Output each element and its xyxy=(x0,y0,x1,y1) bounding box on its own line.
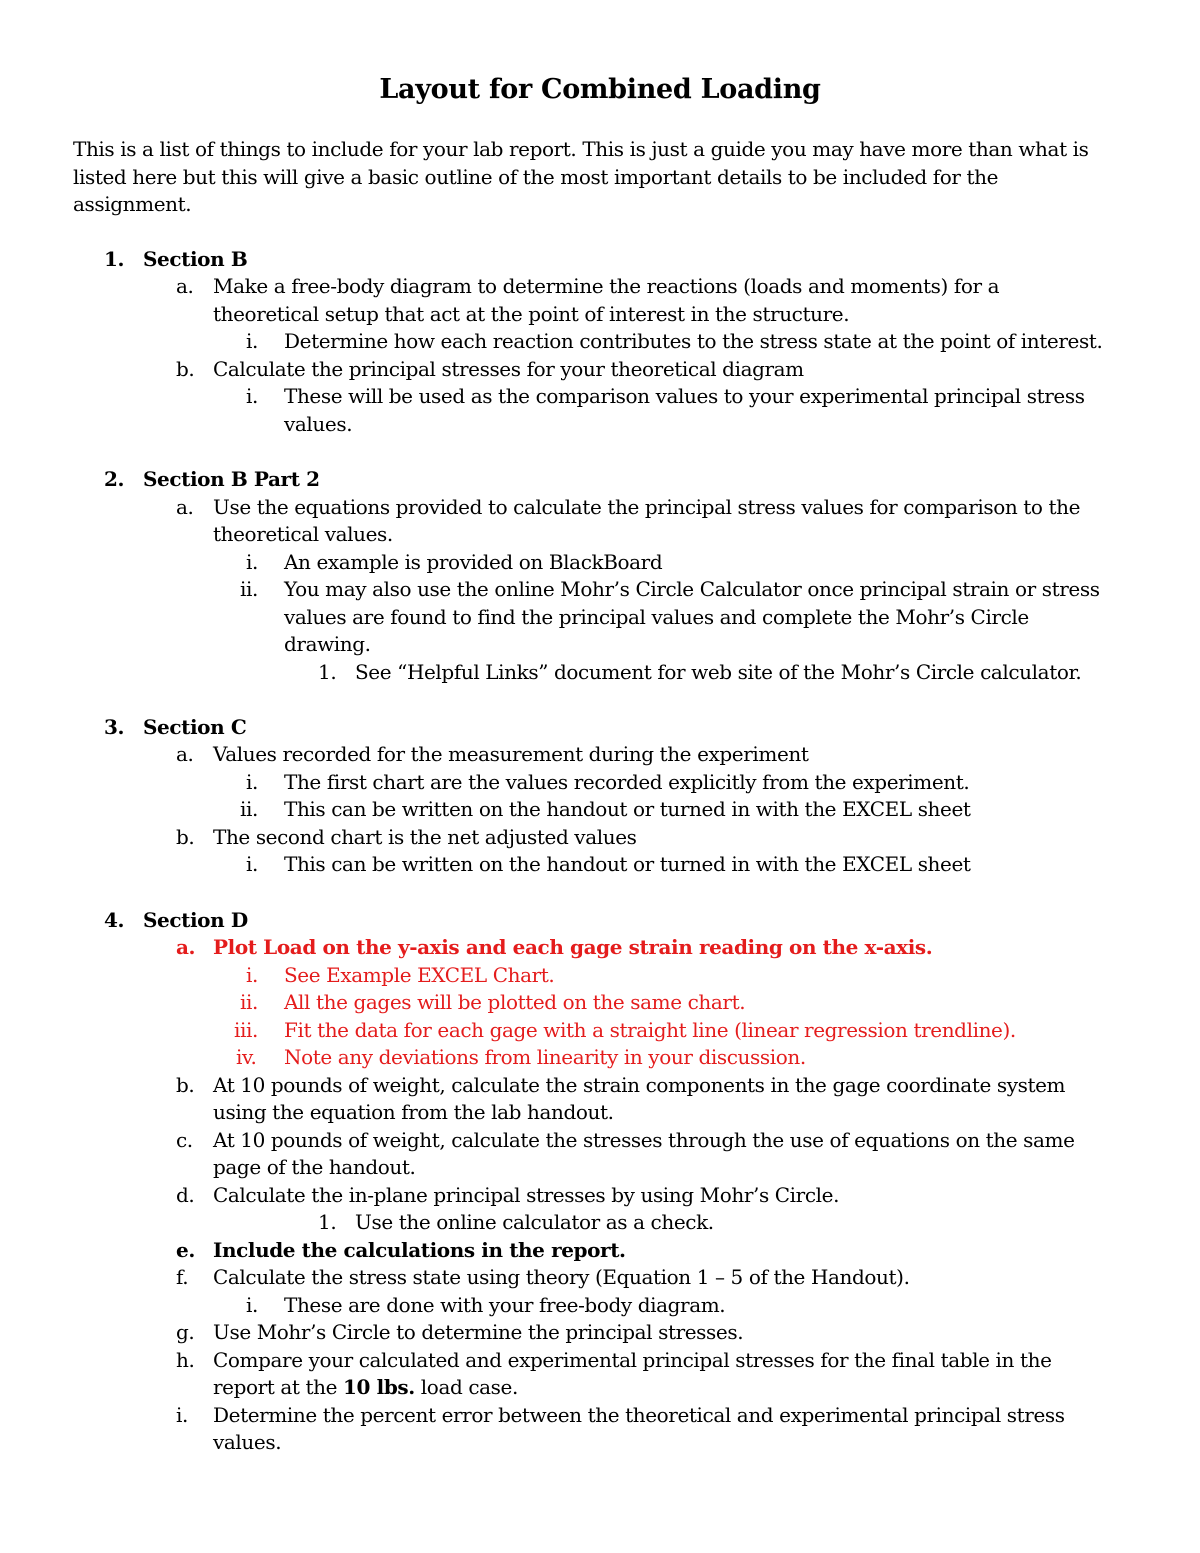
list-item-text xyxy=(213,1374,518,1402)
outline-line xyxy=(0,1402,1200,1430)
list-item-text: Calculate the stress state using theory (Equation 1 – 5 of the Handout). xyxy=(213,1265,910,1289)
outline-line xyxy=(0,1347,1200,1375)
list-marker: b. xyxy=(176,825,195,849)
list-marker: b. xyxy=(176,1073,195,1097)
list-marker: iii. xyxy=(234,1018,258,1042)
list-marker: ii. xyxy=(240,577,258,601)
outline-line xyxy=(0,1209,1200,1237)
outline-line xyxy=(0,246,1200,274)
list-marker: d. xyxy=(176,1183,195,1207)
list-item-text: See “Helpful Links” document for web site of the Mohr’s Circle calculator. xyxy=(355,660,1082,684)
list-marker: f. xyxy=(176,1265,189,1289)
intro-line: listed here but this will give a basic outline of the most important details to be included for the xyxy=(73,164,999,189)
outline-line xyxy=(0,576,1200,604)
list-item-text: Section C xyxy=(143,715,247,739)
list-marker: ii. xyxy=(240,990,258,1014)
list-marker: e. xyxy=(176,1238,195,1262)
list-item-text: An example is provided on BlackBoard xyxy=(284,550,663,574)
intro-line: This is a list of things to include for your lab report. This is just a guide you may have more than what is xyxy=(73,137,1089,161)
list-item-text-lead: report at the xyxy=(213,1375,344,1399)
list-item-text: At 10 pounds of weight, calculate the strain components in the gage coordinate system xyxy=(213,1073,1066,1097)
list-item-text: Section D xyxy=(143,908,248,932)
list-marker: i. xyxy=(246,329,258,353)
outline-line xyxy=(0,411,1200,439)
outline-line xyxy=(0,1072,1200,1100)
list-item-text: This can be written on the handout or turned in with the EXCEL sheet xyxy=(284,797,971,821)
outline-line xyxy=(0,659,1200,687)
outline-line xyxy=(0,1429,1200,1457)
outline-line xyxy=(0,494,1200,522)
outline-line xyxy=(0,1127,1200,1155)
outline-line xyxy=(0,1374,1200,1402)
outline-line xyxy=(0,1044,1200,1072)
list-marker: ii. xyxy=(240,797,258,821)
outline-line xyxy=(0,769,1200,797)
list-item-text: values. xyxy=(213,1430,282,1454)
list-marker: 1. xyxy=(318,1210,337,1234)
outline-line xyxy=(0,1292,1200,1320)
list-item-text: Plot Load on the y-axis and each gage strain reading on the x-axis. xyxy=(213,935,933,959)
intro-line: assignment. xyxy=(73,192,192,216)
list-item-text: This can be written on the handout or turned in with the EXCEL sheet xyxy=(284,852,971,876)
list-item-text: All the gages will be plotted on the same chart. xyxy=(284,990,746,1014)
list-marker: 3. xyxy=(104,715,125,739)
outline-line xyxy=(0,356,1200,384)
list-item-text: Values recorded for the measurement during the experiment xyxy=(213,742,809,766)
outline-line xyxy=(0,741,1200,769)
document-title: Layout for Combined Loading xyxy=(379,74,821,105)
outline-line xyxy=(0,1154,1200,1182)
list-item-text: Use the online calculator as a check. xyxy=(355,1210,714,1234)
outline-line xyxy=(0,824,1200,852)
list-marker: h. xyxy=(176,1348,195,1372)
outline-line xyxy=(0,383,1200,411)
list-item-text: These will be used as the comparison values to your experimental principal stress xyxy=(284,384,1085,408)
list-marker: i. xyxy=(176,1403,188,1427)
outline-line xyxy=(0,1319,1200,1347)
list-item-text: using the equation from the lab handout. xyxy=(213,1100,614,1124)
outline-line xyxy=(0,1017,1200,1045)
list-item-text: Section B xyxy=(143,247,248,271)
list-marker: a. xyxy=(176,495,194,519)
list-item-text: values are found to find the principal values and complete the Mohr’s Circle xyxy=(284,605,1029,629)
outline-line xyxy=(0,1237,1200,1265)
list-marker: i. xyxy=(246,852,258,876)
list-marker: i. xyxy=(246,963,258,987)
list-item-text: Note any deviations from linearity in your discussion. xyxy=(284,1045,806,1069)
outline-line xyxy=(0,604,1200,632)
list-item-text: At 10 pounds of weight, calculate the stresses through the use of equations on the same xyxy=(213,1128,1075,1152)
list-item-text: You may also use the online Mohr’s Circle Calculator once principal strain or stress xyxy=(284,577,1100,601)
outline-line xyxy=(0,714,1200,742)
outline-line xyxy=(0,934,1200,962)
list-item-text: Calculate the in-plane principal stresses by using Mohr’s Circle. xyxy=(213,1183,840,1207)
list-marker: i. xyxy=(246,550,258,574)
list-marker: i. xyxy=(246,384,258,408)
list-item-text: The second chart is the net adjusted values xyxy=(213,825,637,849)
list-marker: a. xyxy=(176,935,196,959)
outline-line xyxy=(0,1182,1200,1210)
list-marker: g. xyxy=(176,1320,195,1344)
outline-line xyxy=(0,989,1200,1017)
list-item-text: Determine how each reaction contributes to the stress state at the point of interest. xyxy=(284,329,1103,353)
list-marker: 1. xyxy=(104,247,125,271)
outline-line xyxy=(0,466,1200,494)
list-item-text: See Example EXCEL Chart. xyxy=(284,963,555,987)
outline-line xyxy=(0,328,1200,356)
list-item-text: theoretical setup that act at the point of interest in the structure. xyxy=(213,302,850,326)
outline-line xyxy=(0,962,1200,990)
list-item-text: Include the calculations in the report. xyxy=(213,1238,626,1262)
list-marker: c. xyxy=(176,1128,193,1152)
list-item-text: Use Mohr’s Circle to determine the principal stresses. xyxy=(213,1320,744,1344)
outline-line xyxy=(0,549,1200,577)
list-item-text: Determine the percent error between the theoretical and experimental principal stress xyxy=(213,1403,1065,1427)
list-marker: 2. xyxy=(104,467,125,491)
outline-line xyxy=(0,631,1200,659)
outline-line xyxy=(0,273,1200,301)
list-item-text: Compare your calculated and experimental principal stresses for the final table in the xyxy=(213,1348,1052,1372)
list-marker: 4. xyxy=(104,908,125,932)
list-marker: i. xyxy=(246,1293,258,1317)
outline-line xyxy=(0,1099,1200,1127)
list-marker: i. xyxy=(246,770,258,794)
outline-line xyxy=(0,851,1200,879)
list-marker: iv. xyxy=(236,1045,257,1069)
list-marker: b. xyxy=(176,357,195,381)
outline-line xyxy=(0,301,1200,329)
list-item-text: Section B Part 2 xyxy=(143,467,320,491)
list-item-text: page of the handout. xyxy=(213,1155,416,1179)
outline-line xyxy=(0,907,1200,935)
list-item-text: The first chart are the values recorded explicitly from the experiment. xyxy=(284,770,970,794)
outline-line xyxy=(0,1264,1200,1292)
list-marker: a. xyxy=(176,274,194,298)
list-item-text: values. xyxy=(284,412,353,436)
list-item-text: drawing. xyxy=(284,632,371,656)
list-item-text: Fit the data for each gage with a straight line (linear regression trendline). xyxy=(284,1018,1016,1042)
list-marker: a. xyxy=(176,742,194,766)
bold-load-case: 10 lbs. xyxy=(343,1375,415,1399)
list-item-text: Calculate the principal stresses for your theoretical diagram xyxy=(213,357,804,381)
list-item-text: Use the equations provided to calculate the principal stress values for comparison to the xyxy=(213,495,1081,519)
list-item-text-tail: load case. xyxy=(414,1375,518,1399)
list-item-text: theoretical values. xyxy=(213,522,393,546)
list-item-text: These are done with your free-body diagram. xyxy=(284,1293,726,1317)
outline-line xyxy=(0,521,1200,549)
list-marker: 1. xyxy=(318,660,337,684)
list-item-text: Make a free-body diagram to determine the reactions (loads and moments) for a xyxy=(213,274,1000,298)
outline-line xyxy=(0,796,1200,824)
